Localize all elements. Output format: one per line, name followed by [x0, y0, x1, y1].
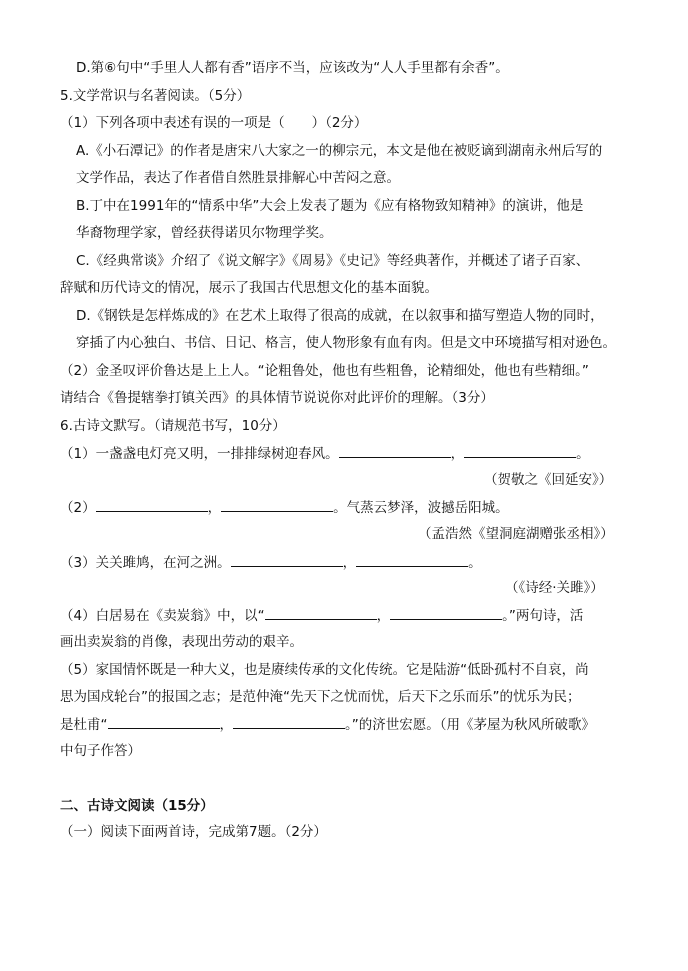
poem-q5-line1: （5）家国情怀既是一种大义，也是赓续传承的文化传统。它是陆游“低卧孤村不自哀，尚 — [60, 662, 589, 678]
period: 。 — [576, 446, 590, 462]
poem-q4-line2: 画出卖炭翁的肖像，表现出劳动的艰辛。 — [60, 634, 303, 650]
answer-blank[interactable] — [96, 497, 208, 512]
answer-blank[interactable] — [233, 714, 345, 729]
answer-blank[interactable] — [390, 605, 502, 620]
option-d2-line1: D.《钢铁是怎样炼成的》在艺术上取得了很高的成就，在以叙事和描写塑造人物的同时， — [76, 308, 604, 324]
comma: ， — [207, 500, 222, 516]
comma: ， — [219, 717, 233, 733]
poem-q2-line — [60, 497, 509, 518]
answer-blank[interactable] — [108, 714, 220, 729]
poem-q4-line1 — [60, 605, 583, 626]
section-2-heading: 二、古诗文阅读（15分） — [60, 798, 214, 814]
option-b-line1: B.丁中在1991年的“情系中华”大会上发表了题为《应有格物致知精神》的演讲，他是 — [76, 198, 584, 214]
option-c-line2: 辞赋和历代诗文的情况，展示了我国古代思想文化的基本面貌。 — [60, 280, 438, 296]
question-5-1-stem: （1）下列各项中表述有误的一项是（ ）（2分） — [60, 115, 368, 131]
poem-q3-line — [60, 552, 482, 573]
period: 。 — [468, 555, 482, 571]
answer-blank[interactable] — [464, 443, 576, 458]
poem-q4-prefix: （4）白居易在《卖炭翁》中，以“ — [60, 608, 265, 624]
question-5-2-line1: （2）金圣叹评价鲁达是上上人。“论粗鲁处，他也有些粗鲁，论精细处，他也有些精细。” — [60, 363, 589, 379]
comma: ， — [376, 608, 391, 624]
answer-blank[interactable] — [221, 497, 333, 512]
poem-q5-suffix: 。”的济世宏愿。（用《茅屋为秋风所破歌》 — [345, 717, 595, 733]
poem-q5-line4: 中句子作答） — [60, 743, 141, 759]
question-5-title: 5.文学常识与名著阅读。（5分） — [60, 88, 251, 104]
answer-blank[interactable] — [356, 552, 468, 567]
poem-q1-prefix: （1）一盏盏电灯亮又明，一排排绿树迎春风。 — [60, 446, 339, 462]
poem-q4-suffix: 。”两句诗，活 — [502, 608, 584, 624]
poem-q5-prefix: 是杜甫“ — [60, 717, 108, 733]
section-2-subheading: （一）阅读下面两首诗，完成第7题。（2分） — [60, 824, 327, 840]
poem-q1-line — [60, 443, 590, 464]
question-5-2-line2: 请结合《鲁提辖拳打镇关西》的具体情节说说你对此评价的理解。（3分） — [60, 390, 494, 406]
answer-blank[interactable] — [231, 552, 343, 567]
poem-q5-line3 — [60, 714, 595, 735]
poem-q3-source: （《诗经·关雎》） — [505, 580, 604, 596]
poem-q3-prefix: （3）关关雎鸠，在河之洲。 — [60, 555, 231, 571]
option-d-line: D.第⑥句中“手里人人都有香”语序不当，应该改为“人人手里都有余香”。 — [76, 60, 509, 76]
option-b-line2: 华裔物理学家，曾经获得诺贝尔物理学奖。 — [76, 225, 333, 241]
option-a-line1: A.《小石潭记》的作者是唐宋八大家之一的柳宗元，本文是他在被贬谪到湖南永州后写的 — [76, 143, 603, 159]
comma: ， — [450, 446, 465, 462]
question-6-title: 6.古诗文默写。（请规范书写，10分） — [60, 418, 286, 434]
poem-q1-source: （贺敬之《回延安》） — [484, 472, 613, 488]
answer-blank[interactable] — [339, 443, 451, 458]
poem-q2-suffix: 。气蒸云梦泽，波撼岳阳城。 — [333, 500, 509, 516]
poem-q5-line2: 思为国戍轮台”的报国之志；是范仲淹“先天下之忧而忧，后天下之乐而乐”的忧乐为民； — [60, 689, 581, 705]
option-a-line2: 文学作品，表达了作者借自然胜景排解心中苦闷之意。 — [76, 170, 400, 186]
poem-q2-source: （孟浩然《望洞庭湖赠张丞相》） — [418, 526, 614, 542]
answer-blank[interactable] — [265, 605, 377, 620]
comma: ， — [342, 555, 357, 571]
poem-q2-prefix: （2） — [60, 500, 96, 516]
option-d2-line2: 穿插了内心独白、书信、日记、格言，使人物形象有血有肉。但是文中环境描写相对逊色。 — [76, 335, 616, 351]
option-c-line1: C.《经典常谈》介绍了《说文解字》《周易》《史记》等经典著作，并概述了诸子百家、 — [76, 253, 590, 269]
